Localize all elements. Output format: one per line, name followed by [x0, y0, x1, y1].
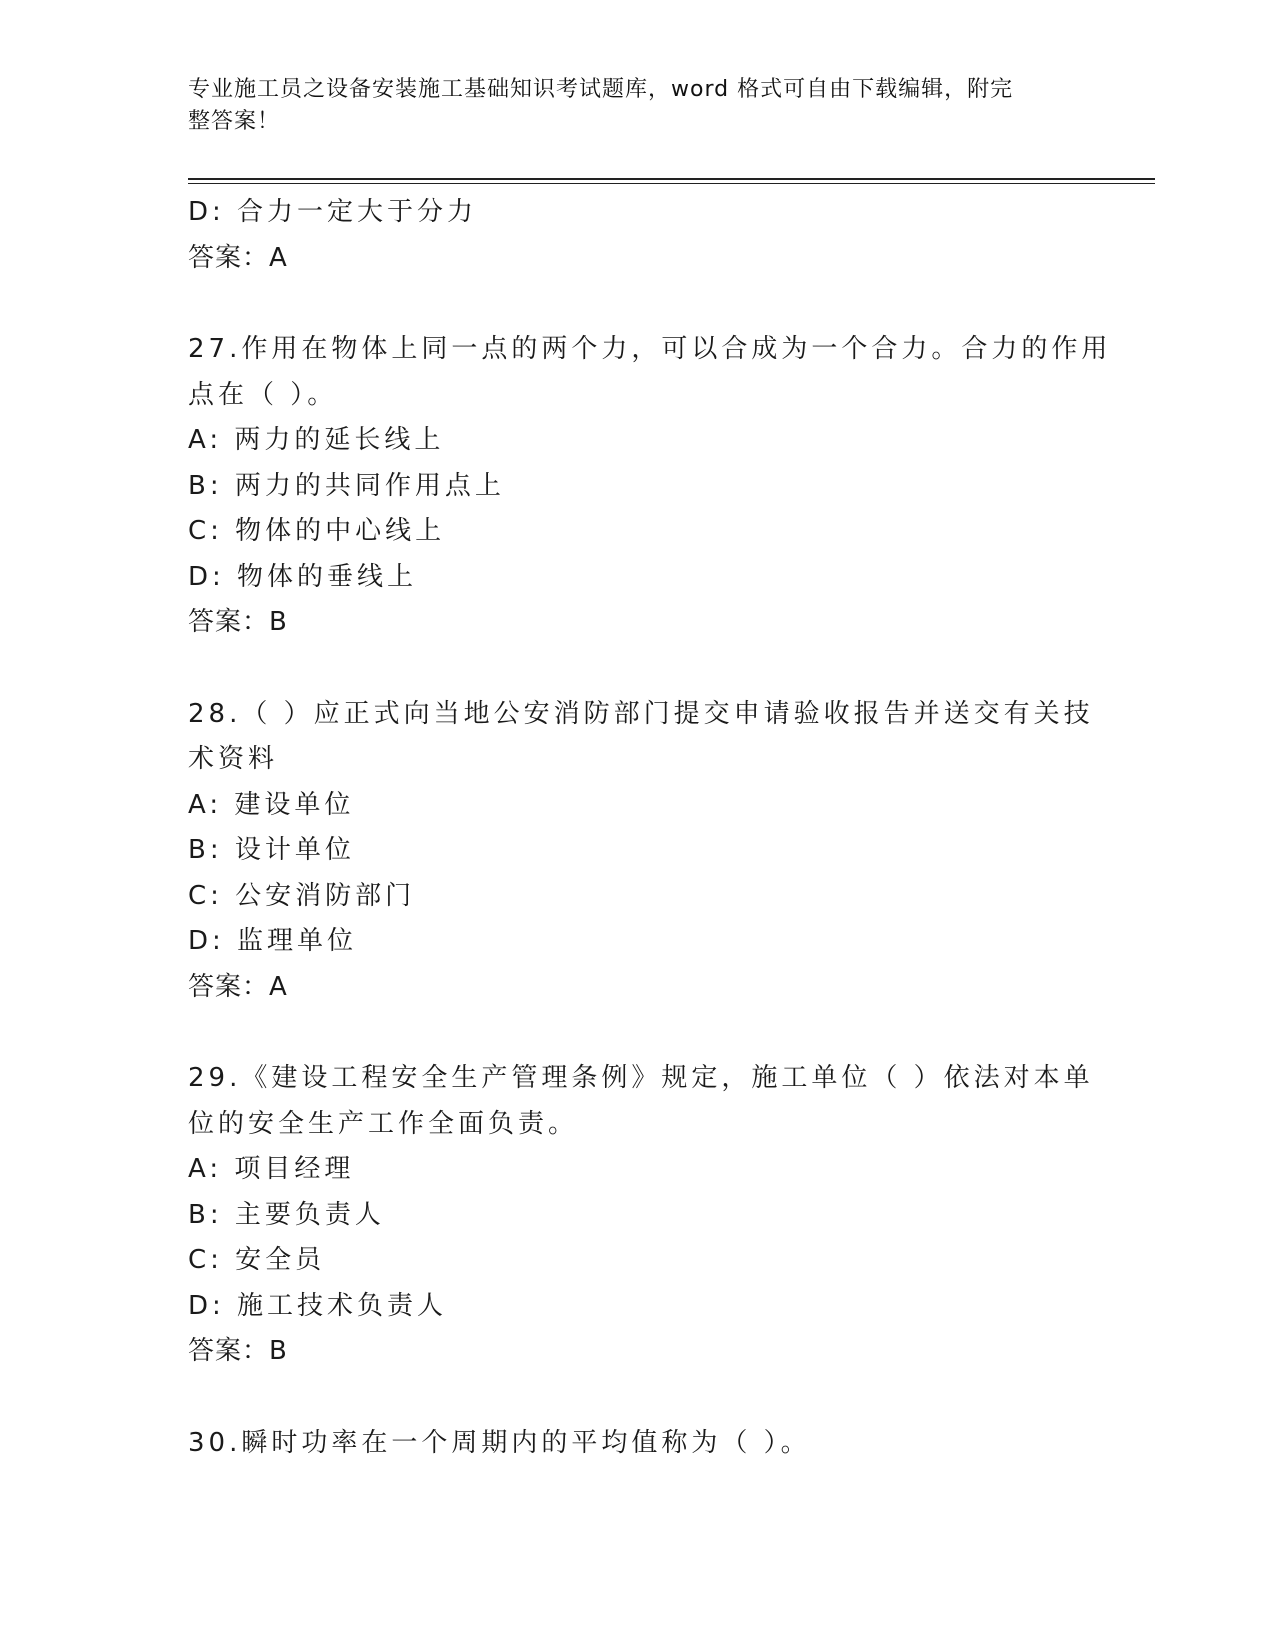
- option-a: A: 两力的延长线上: [188, 425, 445, 455]
- option-c: C: 物体的中心线上: [188, 516, 446, 546]
- spacer: [188, 1375, 1088, 1421]
- question-stem: 28.（ ）应正式向当地公安消防部门提交申请验收报告并送交有关技: [188, 698, 1094, 729]
- question-stem-continued: 位的安全生产工作全面负责。: [188, 1108, 579, 1139]
- option-d: D: 监理单位: [188, 926, 358, 956]
- question-block-28: [188, 692, 1094, 1011]
- header-text-line-1: 专业施工员之设备安装施工基础知识考试题库，word 格式可自由下载编辑，附完: [188, 77, 1014, 102]
- question-block-29: [188, 1056, 1094, 1375]
- spacer: [188, 646, 1088, 692]
- answer-text: 答案：A: [188, 971, 288, 1002]
- option-b: B: 两力的共同作用点上: [188, 470, 505, 501]
- option-d: D: 物体的垂线上: [188, 561, 418, 592]
- answer-text: 答案：B: [188, 607, 288, 637]
- answer-text: 答案：A: [188, 242, 288, 273]
- question-stem: 29.《建设工程安全生产管理条例》规定，施工单位（ ）依法对本单: [188, 1063, 1094, 1093]
- question-stem: 27.作用在物体上同一点的两个力，可以合成为一个合力。合力的作用: [188, 334, 1112, 364]
- answer-text: 答案：B: [188, 1336, 288, 1366]
- option-c: C: 公安消防部门: [188, 880, 416, 911]
- question-list: [188, 190, 1112, 1466]
- question-stem: 30.瞬时功率在一个周期内的平均值称为（ ）。: [188, 1427, 811, 1458]
- option-a: A: 项目经理: [188, 1154, 355, 1184]
- header-divider-thick: [188, 178, 1155, 180]
- spacer: [188, 281, 1088, 327]
- question-block-prev: [188, 190, 1088, 281]
- option-a: A: 建设单位: [188, 789, 355, 820]
- question-stem-continued: 点在（ ）。: [188, 379, 338, 410]
- option-c: C: 安全员: [188, 1245, 326, 1275]
- option-b: B: 设计单位: [188, 835, 355, 865]
- question-block-30: [188, 1421, 1088, 1467]
- question-stem-continued: 术资料: [188, 744, 279, 774]
- header-divider-thin: [188, 183, 1155, 184]
- option-d: D: 合力一定大于分力: [188, 197, 478, 227]
- option-d: D: 施工技术负责人: [188, 1290, 448, 1321]
- document-header: [188, 74, 1068, 138]
- header-text-line-2: 整答案！: [188, 109, 281, 134]
- option-b: B: 主要负责人: [188, 1199, 385, 1230]
- spacer: [188, 1010, 1088, 1056]
- question-block-27: [188, 327, 1112, 646]
